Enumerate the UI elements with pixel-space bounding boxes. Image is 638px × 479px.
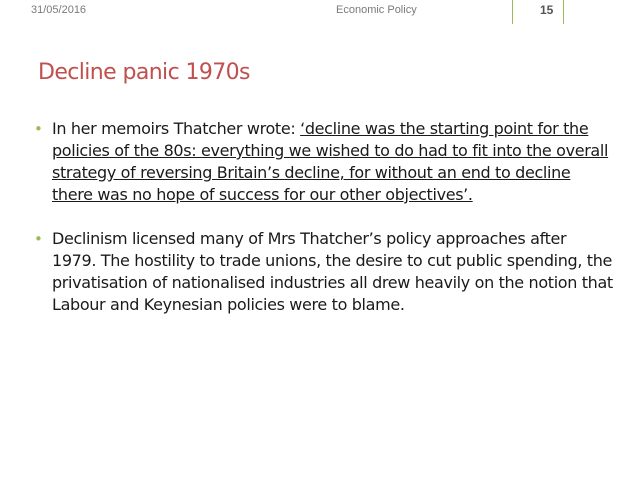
bullet-quote: ‘decline was the starting point for the policies of the 80s: everything we wished to do had to fit into the overall strategy of reversing Britain’s decline, for without an end to decline there was no hope of success for our other objectives’. [52,119,609,204]
bullet-item [34,118,614,206]
header-date: 31/05/2016 [31,4,87,16]
bullet-text: In her memoirs Thatcher wrote: [52,119,301,138]
header-divider [512,0,513,24]
slide-number: 15 [540,3,554,17]
bullet-list [34,118,614,316]
bullet-item [34,228,614,316]
bullet-icon: • [34,230,43,248]
bullet-icon: • [34,120,43,138]
bullet-text: Declinism licensed many of Mrs Thatcher’s policy approaches after 1979. The hostility to trade unions, the desire to cut public spending, the privatisation of nationalised industries all drew heavily on the notion that Labour and Keynesian policies were to blame. [52,229,613,314]
slide-title: Decline panic 1970s [38,60,250,85]
header-divider [563,0,564,24]
header-title: Economic Policy [336,4,417,16]
